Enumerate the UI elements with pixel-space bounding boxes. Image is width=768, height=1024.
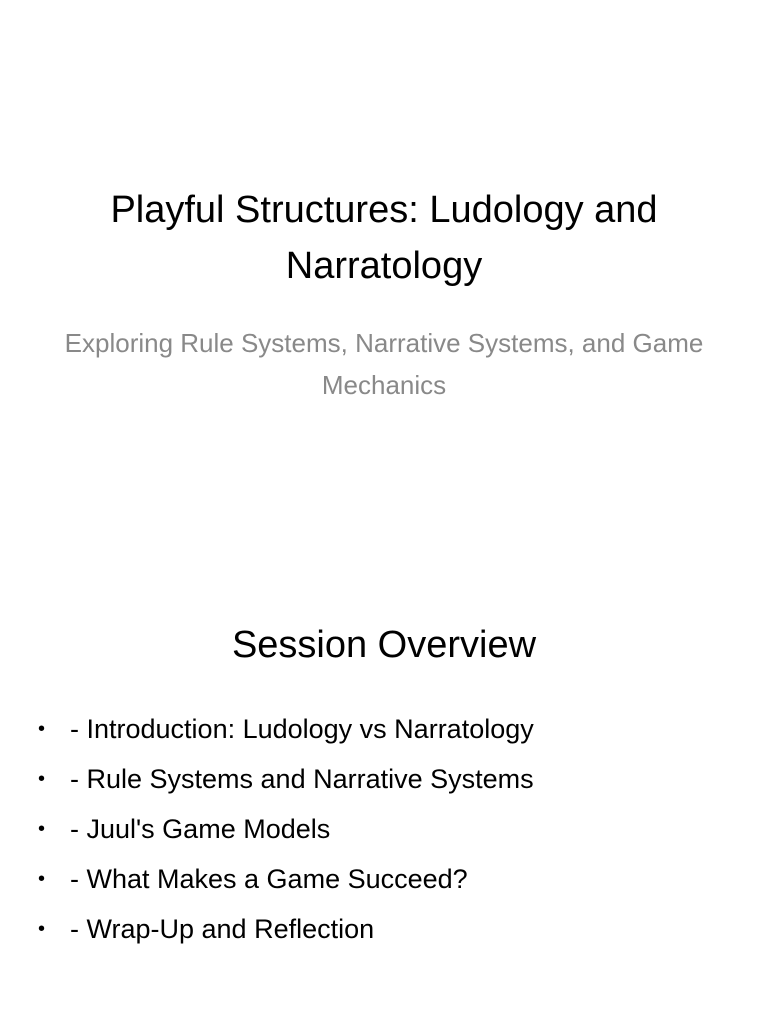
list-item	[38, 804, 738, 854]
bullet-icon: •	[38, 817, 46, 840]
list-item	[38, 754, 738, 804]
bullet-icon: •	[38, 717, 46, 740]
list-item-text: - What Makes a Game Succeed?	[70, 863, 468, 894]
list-item-text: - Juul's Game Models	[70, 813, 331, 844]
overview-slide	[0, 512, 768, 1024]
list-item-text: - Rule Systems and Narrative Systems	[70, 763, 534, 794]
presentation-subtitle: Exploring Rule Systems, Narrative Systems, and Game Mechanics	[64, 328, 704, 400]
list-item	[38, 704, 738, 754]
list-item	[38, 904, 738, 954]
bullet-icon: •	[38, 917, 46, 940]
overview-bullet-list	[38, 704, 738, 954]
list-item-text: - Introduction: Ludology vs Narratology	[70, 713, 534, 744]
bullet-icon: •	[38, 767, 46, 790]
bullet-icon: •	[38, 867, 46, 890]
list-item-text: - Wrap-Up and Reflection	[70, 913, 375, 944]
presentation-title: Playful Structures: Ludology and Narratology	[110, 189, 658, 287]
section-heading: Session Overview	[231, 624, 537, 666]
list-item	[38, 854, 738, 904]
